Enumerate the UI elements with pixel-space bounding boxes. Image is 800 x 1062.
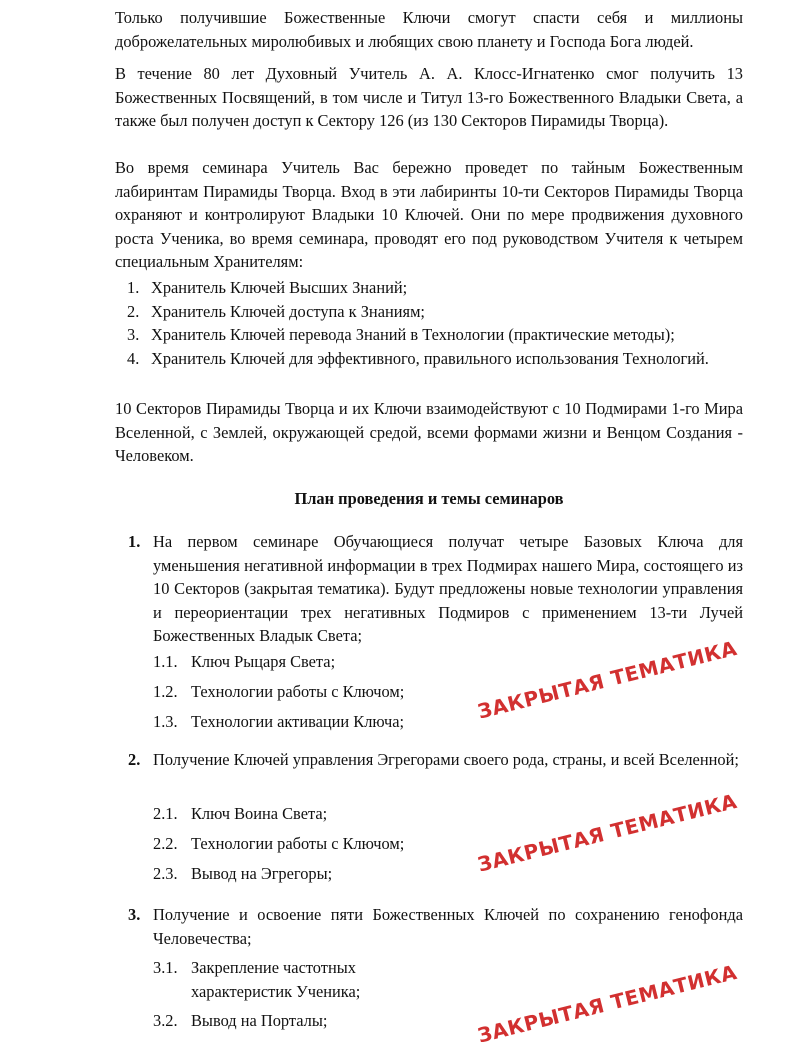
- list-item: 3. Хранитель Ключей перевода Знаний в Технологии (практические методы);: [127, 325, 675, 344]
- seminar-1: 1. На первом семинаре Обучающиеся получат четыре Базовых Ключа для уменьшения негативной информации в трех Подмирах нашего Мира, состоящего из 10 Секторов (закрытая тематика). Будут предложены новые технологии управления и переориентации трех негативных Подмиров с применением 13-ти Лучей Божественных Владык Света;: [115, 530, 743, 648]
- seminar-1-item-1: 1.1. Ключ Рыцаря Света;: [153, 652, 336, 671]
- list-item: 4. Хранитель Ключей для эффективного, правильного использования Технологий.: [127, 348, 709, 368]
- seminar-2-item-2: 2.2. Технологии работы с Ключом;: [153, 834, 405, 853]
- closed-topic-stamp: ЗАКРЫТАЯ ТЕМАТИКА: [475, 635, 740, 724]
- keepers-list: [115, 276, 743, 370]
- list-item: 1. Хранитель Ключей Высших Знаний;: [127, 278, 408, 297]
- seminar-1-item-2: 1.2. Технологии работы с Ключом;: [153, 682, 405, 701]
- sectors-paragraph: 10 Секторов Пирамиды Творца и их Ключи взаимодействуют с 10 Подмирами 1-го Мира Вселенной, с Землей, окружающей средой, всеми формами жизни и Венцом Создания - Человеком.: [115, 399, 743, 465]
- seminar-2: 2. Получение Ключей управления Эгрегорами своего рода, страны, и всей Вселенной;: [115, 748, 743, 772]
- seminar-3-item-2: 3.2. Вывод на Порталы;: [153, 1011, 328, 1030]
- seminar-3-item-1: 3.1. Закрепление частотных характеристик Ученика;: [153, 958, 361, 1001]
- seminar-2-text: Получение Ключей управления Эгрегорами своего рода, страны, и всей Вселенной;: [153, 750, 739, 769]
- intro-paragraph-2: В течение 80 лет Духовный Учитель А. А. Клосс-Игнатенко смог получить 13 Божественных Посвящений, в том числе и Титул 13-го Божественного Владыки Света, а также был получен доступ к Сектору 126 (из 130 Секторов Пирамиды Творца).: [115, 64, 743, 130]
- seminar-2-item-3: 2.3. Вывод на Эгрегоры;: [153, 864, 333, 883]
- closed-topic-stamp: ЗАКРЫТАЯ ТЕМАТИКА: [475, 959, 740, 1048]
- intro-paragraph-1: Только получившие Божественные Ключи смогут спасти себя и миллионы доброжелательных миролюбивых и любящих свою планету и Господа Бога людей.: [115, 8, 743, 51]
- list-item: 2. Хранитель Ключей доступа к Знаниям;: [127, 301, 425, 321]
- seminar-1-item-3: 1.3. Технологии активации Ключа;: [153, 712, 405, 731]
- seminar-3-text: Получение и освоение пяти Божественных Ключей по сохранению генофонда Человечества;: [153, 905, 743, 948]
- closed-topic-stamp: ЗАКРЫТАЯ ТЕМАТИКА: [475, 788, 740, 877]
- seminar-2-item-1: 2.1. Ключ Воина Света;: [153, 804, 328, 823]
- seminar-3: 3. Получение и освоение пяти Божественных Ключей по сохранению генофонда Человечества;: [115, 903, 743, 950]
- intro-paragraph-3: Во время семинара Учитель Вас бережно проведет по тайным Божественным лабиринтам Пирамиды Творца. Вход в эти лабиринты 10-ти Секторов Пирамиды Творца охраняют и контролируют Владыки 10 Ключей. Они по мере продвижения духовного роста Ученика, во время семинара, проводят его под руководством Учителя к четырем специальным Хранителям:: [115, 158, 743, 271]
- seminar-1-text: На первом семинаре Обучающиеся получат четыре Базовых Ключа для уменьшения негативной информации в трех Подмирах нашего Мира, состоящего из 10 Секторов (закрытая тематика). Будут предложены новые технологии управления и переориентации трех негативных Подмиров с применением 13-ти Лучей Божественных Владык Света;: [153, 532, 743, 645]
- plan-heading: План проведения и темы семинаров: [294, 489, 564, 508]
